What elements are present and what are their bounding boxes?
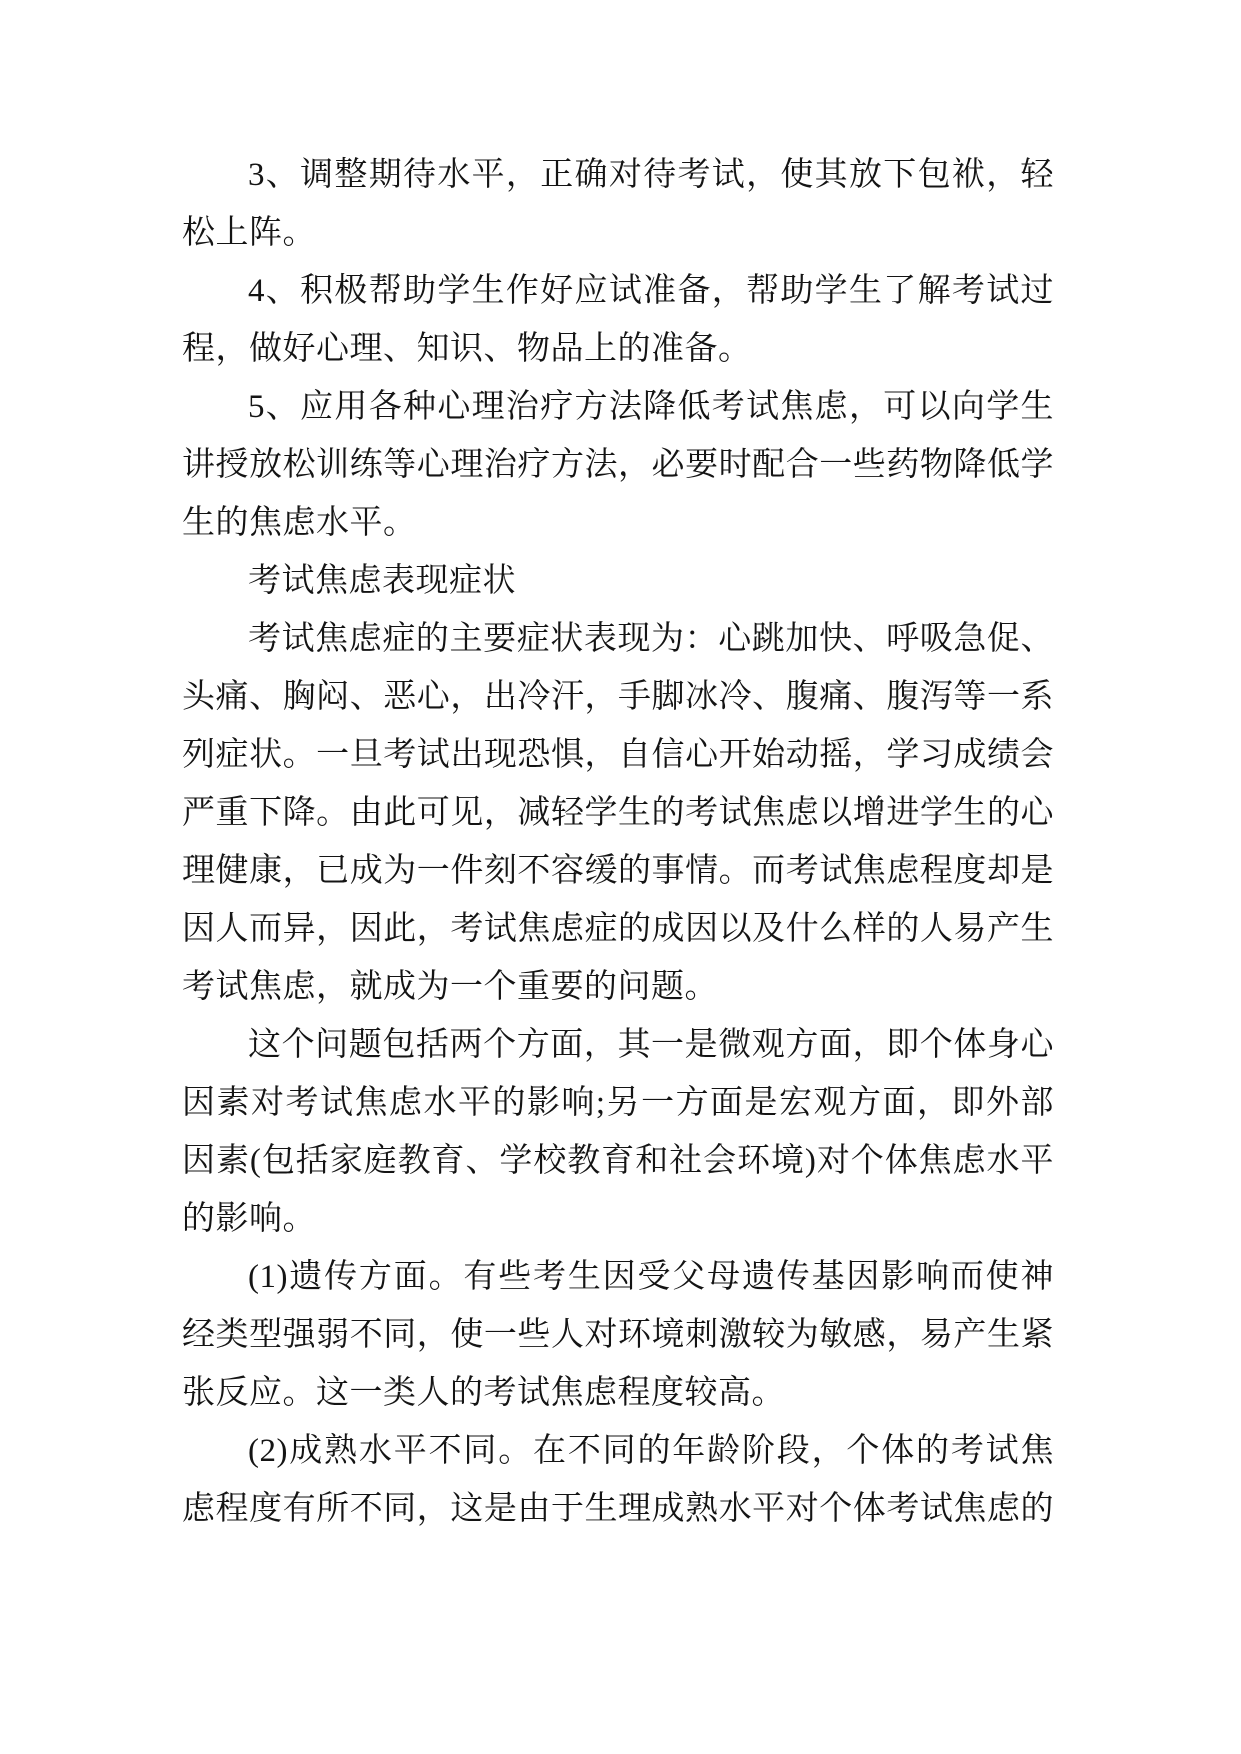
text-line: 头痛、胸闷、恶心，出冷汗，手脚冰冷、腹痛、腹泻等一系 — [182, 679, 1054, 715]
text-line: 因素(包括家庭教育、学校教育和社会环境)对个体焦虑水平 — [182, 1143, 1054, 1179]
text-line: (2)成熟水平不同。在不同的年龄阶段，个体的考试焦 — [248, 1433, 1054, 1469]
text-line: 程，做好心理、知识、物品上的准备。 — [182, 331, 752, 367]
document-text-block — [182, 146, 1054, 1538]
text-line: 讲授放松训练等心理治疗方法，必要时配合一些药物降低学 — [182, 447, 1054, 483]
text-line: 的影响。 — [182, 1201, 316, 1237]
text-line: 考试焦虑，就成为一个重要的问题。 — [182, 969, 718, 1005]
text-line: 张反应。这一类人的考试焦虑程度较高。 — [182, 1375, 785, 1411]
text-line: 考试焦虑症的主要症状表现为：心跳加快、呼吸急促、 — [248, 621, 1054, 657]
text-line: 生的焦虑水平。 — [182, 505, 417, 541]
text-line: 3、调整期待水平，正确对待考试，使其放下包袱，轻 — [248, 157, 1054, 193]
text-line: 因素对考试焦虑水平的影响;另一方面是宏观方面，即外部 — [182, 1085, 1054, 1121]
text-line: 经类型强弱不同，使一些人对环境刺激较为敏感，易产生紧 — [182, 1317, 1054, 1353]
text-line: 严重下降。由此可见，减轻学生的考试焦虑以增进学生的心 — [182, 795, 1054, 831]
text-line: 5、应用各种心理治疗方法降低考试焦虑，可以向学生 — [248, 389, 1054, 425]
text-line: 4、积极帮助学生作好应试准备，帮助学生了解考试过 — [248, 273, 1054, 309]
text-line: 这个问题包括两个方面，其一是微观方面，即个体身心 — [248, 1027, 1054, 1063]
text-line: 虑程度有所不同，这是由于生理成熟水平对个体考试焦虑的 — [182, 1491, 1054, 1527]
text-line: 列症状。一旦考试出现恐惧，自信心开始动摇，学习成绩会 — [182, 737, 1054, 773]
text-line: 松上阵。 — [182, 215, 316, 251]
text-line: (1)遗传方面。有些考生因受父母遗传基因影响而使神 — [248, 1259, 1054, 1295]
text-line: 理健康，已成为一件刻不容缓的事情。而考试焦虑程度却是 — [182, 853, 1054, 889]
text-line: 因人而异，因此，考试焦虑症的成因以及什么样的人易产生 — [182, 911, 1054, 947]
section-heading-line: 考试焦虑表现症状 — [248, 563, 516, 599]
